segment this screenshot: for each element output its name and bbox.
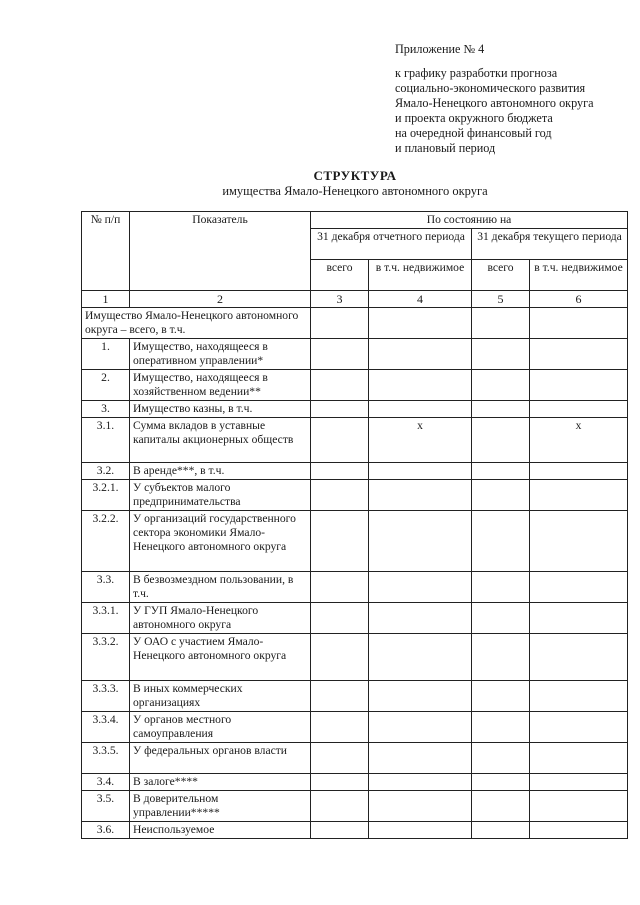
row-name: Имущество, находящееся в хозяйственном ведении** <box>130 370 311 401</box>
row-num: 3. <box>82 401 130 418</box>
cell-realty-1 <box>369 774 472 791</box>
cell-total-2 <box>472 339 530 370</box>
row-name: У ГУП Ямало-Ненецкого автономного округа <box>130 603 311 634</box>
appendix-title: Приложение № 4 <box>395 42 485 56</box>
row-num: 1. <box>82 339 130 370</box>
cell-realty-1 <box>369 511 472 572</box>
row-num: 2. <box>82 370 130 401</box>
cell-realty-1 <box>369 822 472 839</box>
cell-realty-2 <box>530 634 628 681</box>
cell-realty-1 <box>369 339 472 370</box>
column-index: 5 <box>472 291 530 308</box>
cell-realty-1 <box>369 308 472 339</box>
cell-total-2 <box>472 603 530 634</box>
cell-total-2 <box>472 791 530 822</box>
column-index: 3 <box>311 291 369 308</box>
header-realty: в т.ч. недвижимое <box>369 260 472 291</box>
row-num: 3.3.2. <box>82 634 130 681</box>
column-index: 1 <box>82 291 130 308</box>
cell-total-1 <box>311 822 369 839</box>
structure-table <box>81 211 628 839</box>
header-period-current: 31 декабря текущего периода <box>472 229 628 260</box>
cell-total-2 <box>472 712 530 743</box>
row-num: 3.3.3. <box>82 681 130 712</box>
table-row <box>82 743 628 774</box>
appendix-line: к графику разработки прогноза <box>395 66 558 80</box>
table-row <box>82 791 628 822</box>
header-num: № п/п <box>82 212 130 291</box>
table-row <box>82 339 628 370</box>
appendix-line: социально-экономического развития <box>395 81 586 95</box>
cell-total-1 <box>311 572 369 603</box>
row-num: 3.3.5. <box>82 743 130 774</box>
cell-realty-2 <box>530 370 628 401</box>
table-row <box>82 634 628 681</box>
cell-realty-1 <box>369 370 472 401</box>
header-period-reporting: 31 декабря отчетного периода <box>311 229 472 260</box>
cell-total-2 <box>472 743 530 774</box>
cell-total-1 <box>311 339 369 370</box>
column-index: 2 <box>130 291 311 308</box>
cell-total-1 <box>311 511 369 572</box>
cell-realty-2 <box>530 743 628 774</box>
cell-realty-2 <box>530 480 628 511</box>
cell-total-1 <box>311 401 369 418</box>
row-name: Сумма вкладов в уставные капиталы акционерных обществ <box>130 418 311 463</box>
cell-realty-1 <box>369 712 472 743</box>
table-row <box>82 572 628 603</box>
cell-total-1 <box>311 774 369 791</box>
cell-total-2 <box>472 634 530 681</box>
cell-realty-2 <box>530 603 628 634</box>
cell-realty-2 <box>530 712 628 743</box>
cell-total-2 <box>472 463 530 480</box>
cell-total-1 <box>311 791 369 822</box>
cell-realty-1: х <box>369 418 472 463</box>
cell-total-2 <box>472 681 530 712</box>
cell-realty-1 <box>369 681 472 712</box>
cell-total-1 <box>311 603 369 634</box>
table-row <box>82 822 628 839</box>
row-name: У ОАО с участием Ямало-Ненецкого автономного округа <box>130 634 311 681</box>
table-row <box>82 370 628 401</box>
row-num: 3.6. <box>82 822 130 839</box>
cell-total-2 <box>472 822 530 839</box>
row-num: 3.3.1. <box>82 603 130 634</box>
cell-realty-1 <box>369 634 472 681</box>
cell-total-1 <box>311 712 369 743</box>
table-row <box>82 480 628 511</box>
header-total: всего <box>311 260 369 291</box>
cell-realty-1 <box>369 791 472 822</box>
cell-realty-1 <box>369 572 472 603</box>
row-name: Имущество, находящееся в оперативном управлении* <box>130 339 311 370</box>
header-indicator: Показатель <box>130 212 311 291</box>
row-name: У субъектов малого предпринимательства <box>130 480 311 511</box>
appendix-line: Ямало-Ненецкого автономного округа <box>395 96 594 110</box>
column-index: 4 <box>369 291 472 308</box>
cell-total-1 <box>311 743 369 774</box>
cell-total-2 <box>472 418 530 463</box>
row-name: В залоге**** <box>130 774 311 791</box>
cell-total-1 <box>311 480 369 511</box>
row-name: В доверительном управлении***** <box>130 791 311 822</box>
cell-realty-2 <box>530 401 628 418</box>
cell-total-2 <box>472 480 530 511</box>
row-num: 3.2.2. <box>82 511 130 572</box>
table-row <box>82 511 628 572</box>
cell-realty-2 <box>530 511 628 572</box>
appendix-line: и плановый период <box>395 141 496 155</box>
row-name: У федеральных органов власти <box>130 743 311 774</box>
cell-realty-1 <box>369 401 472 418</box>
cell-realty-2 <box>530 791 628 822</box>
column-index: 6 <box>530 291 628 308</box>
cell-total-1 <box>311 463 369 480</box>
cell-total-1 <box>311 308 369 339</box>
row-name: В аренде***, в т.ч. <box>130 463 311 480</box>
cell-realty-1 <box>369 603 472 634</box>
cell-total-1 <box>311 681 369 712</box>
row-num: 3.4. <box>82 774 130 791</box>
cell-realty-2 <box>530 308 628 339</box>
cell-total-2 <box>472 401 530 418</box>
row-name: Имущество казны, в т.ч. <box>130 401 311 418</box>
table-row <box>82 712 628 743</box>
row-name: Неиспользуемое <box>130 822 311 839</box>
cell-realty-2: х <box>530 418 628 463</box>
header-total: всего <box>472 260 530 291</box>
cell-total-2 <box>472 572 530 603</box>
cell-total-1 <box>311 418 369 463</box>
row-num: 3.3.4. <box>82 712 130 743</box>
cell-realty-2 <box>530 339 628 370</box>
appendix-line: на очередной финансовый год <box>395 126 552 140</box>
row-num: 3.1. <box>82 418 130 463</box>
cell-total-2 <box>472 511 530 572</box>
header-realty: в т.ч. недвижимое <box>530 260 628 291</box>
cell-realty-2 <box>530 774 628 791</box>
table-row <box>82 308 628 339</box>
table-row <box>82 603 628 634</box>
row-num: 3.2.1. <box>82 480 130 511</box>
cell-total-1 <box>311 370 369 401</box>
appendix-block <box>395 42 635 156</box>
row-num: 3.2. <box>82 463 130 480</box>
row-num: 3.5. <box>82 791 130 822</box>
cell-realty-1 <box>369 463 472 480</box>
table-row <box>82 401 628 418</box>
row-name: В иных коммерческих организациях <box>130 681 311 712</box>
cell-total-2 <box>472 370 530 401</box>
cell-realty-1 <box>369 480 472 511</box>
cell-total-2 <box>472 774 530 791</box>
cell-realty-2 <box>530 822 628 839</box>
document-subtitle: имущества Ямало-Ненецкого автономного округа <box>222 184 488 198</box>
row-name: У органов местного самоуправления <box>130 712 311 743</box>
row-name: В безвозмездном пользовании, в т.ч. <box>130 572 311 603</box>
table-row <box>82 774 628 791</box>
table-row <box>82 418 628 463</box>
row-num: 3.3. <box>82 572 130 603</box>
cell-total-2 <box>472 308 530 339</box>
row-name: Имущество Ямало-Ненецкого автономного округа – всего, в т.ч. <box>82 308 311 339</box>
table-row <box>82 463 628 480</box>
document-title: СТРУКТУРА <box>313 168 397 183</box>
header-as-of: По состоянию на <box>311 212 628 229</box>
cell-realty-2 <box>530 681 628 712</box>
row-name: У организаций государственного сектора экономики Ямало-Ненецкого автономного округа <box>130 511 311 572</box>
cell-realty-2 <box>530 572 628 603</box>
cell-realty-1 <box>369 743 472 774</box>
cell-total-1 <box>311 634 369 681</box>
cell-realty-2 <box>530 463 628 480</box>
appendix-line: и проекта окружного бюджета <box>395 111 553 125</box>
table-row <box>82 681 628 712</box>
